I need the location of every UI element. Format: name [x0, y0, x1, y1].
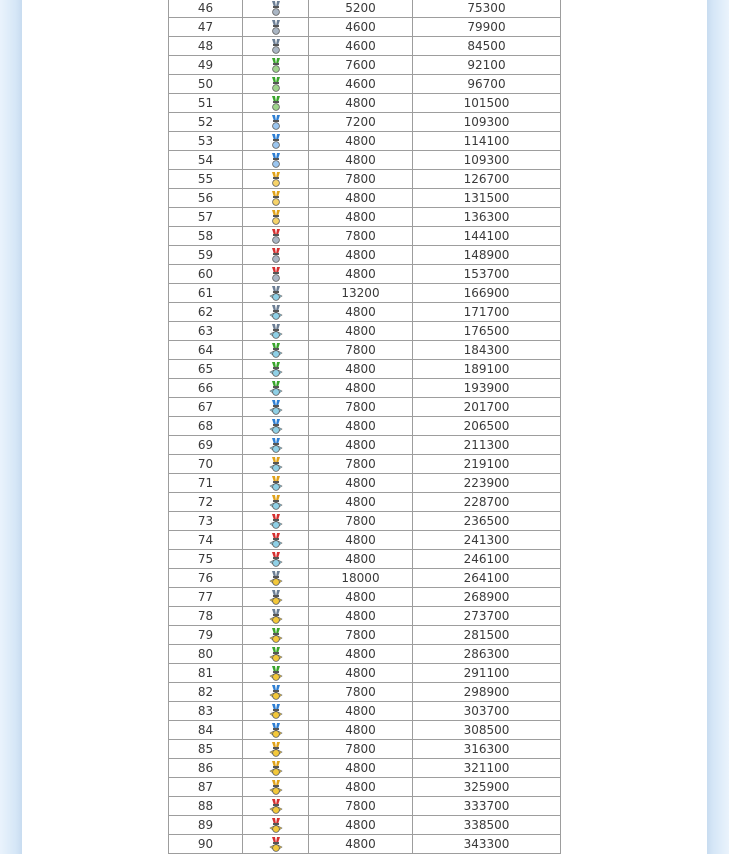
table-row	[169, 94, 561, 113]
total-exp-cell: 303700	[413, 702, 561, 721]
exp-cell: 4800	[309, 550, 413, 569]
content-area	[22, 0, 707, 854]
exp-cell: 7800	[309, 740, 413, 759]
level-cell: 46	[169, 0, 243, 18]
table-row	[169, 778, 561, 797]
total-exp-cell: 273700	[413, 607, 561, 626]
gold-star-medal-icon	[268, 495, 284, 511]
level-cell: 75	[169, 550, 243, 569]
level-cell: 89	[169, 816, 243, 835]
total-exp-cell: 246100	[413, 550, 561, 569]
table-row	[169, 493, 561, 512]
exp-cell: 4800	[309, 151, 413, 170]
medal-cell	[243, 721, 309, 740]
table-row	[169, 284, 561, 303]
table-row	[169, 56, 561, 75]
medal-cell	[243, 740, 309, 759]
table-row	[169, 398, 561, 417]
blue-star-medal-icon	[268, 419, 284, 435]
medal-cell	[243, 189, 309, 208]
green-star-medal-icon	[268, 343, 284, 359]
total-exp-cell: 92100	[413, 56, 561, 75]
exp-cell: 4800	[309, 645, 413, 664]
level-cell: 52	[169, 113, 243, 132]
table-row	[169, 683, 561, 702]
level-cell: 81	[169, 664, 243, 683]
medal-cell	[243, 759, 309, 778]
silver-gold-medal-icon	[268, 571, 284, 587]
table-row	[169, 740, 561, 759]
level-cell: 49	[169, 56, 243, 75]
exp-cell: 4800	[309, 436, 413, 455]
green-medal-icon	[268, 58, 284, 74]
level-cell: 76	[169, 569, 243, 588]
total-exp-cell: 206500	[413, 417, 561, 436]
table-row	[169, 113, 561, 132]
table-row	[169, 303, 561, 322]
exp-cell: 4600	[309, 75, 413, 94]
table-row	[169, 455, 561, 474]
total-exp-cell: 343300	[413, 835, 561, 854]
green-gold-medal-icon	[268, 666, 284, 682]
red-star-medal-icon	[268, 514, 284, 530]
total-exp-cell: 321100	[413, 759, 561, 778]
level-cell: 69	[169, 436, 243, 455]
table-row	[169, 474, 561, 493]
medal-cell	[243, 493, 309, 512]
exp-cell: 18000	[309, 569, 413, 588]
level-cell: 48	[169, 37, 243, 56]
level-cell: 53	[169, 132, 243, 151]
table-row	[169, 151, 561, 170]
total-exp-cell: 298900	[413, 683, 561, 702]
table-row	[169, 341, 561, 360]
medal-cell	[243, 645, 309, 664]
exp-cell: 4800	[309, 265, 413, 284]
blue-medal-icon	[268, 115, 284, 131]
total-exp-cell: 79900	[413, 18, 561, 37]
total-exp-cell: 338500	[413, 816, 561, 835]
total-exp-cell: 219100	[413, 455, 561, 474]
total-exp-cell: 333700	[413, 797, 561, 816]
red-gold-medal-icon	[268, 818, 284, 834]
level-cell: 55	[169, 170, 243, 189]
level-cell: 80	[169, 645, 243, 664]
medal-cell	[243, 436, 309, 455]
exp-cell: 4800	[309, 303, 413, 322]
exp-cell: 4800	[309, 379, 413, 398]
table-row	[169, 797, 561, 816]
gold-gold-medal-icon	[268, 742, 284, 758]
level-cell: 59	[169, 246, 243, 265]
table-row	[169, 360, 561, 379]
medal-cell	[243, 550, 309, 569]
total-exp-cell: 171700	[413, 303, 561, 322]
total-exp-cell: 236500	[413, 512, 561, 531]
level-cell: 79	[169, 626, 243, 645]
level-cell: 61	[169, 284, 243, 303]
exp-cell: 4800	[309, 246, 413, 265]
exp-cell: 7800	[309, 626, 413, 645]
medal-cell	[243, 683, 309, 702]
table-row	[169, 702, 561, 721]
table-row	[169, 759, 561, 778]
medal-cell	[243, 170, 309, 189]
level-cell: 83	[169, 702, 243, 721]
level-cell: 62	[169, 303, 243, 322]
total-exp-cell: 148900	[413, 246, 561, 265]
exp-cell: 4800	[309, 322, 413, 341]
medal-cell	[243, 322, 309, 341]
total-exp-cell: 211300	[413, 436, 561, 455]
exp-cell: 4800	[309, 588, 413, 607]
gold-medal-icon	[268, 191, 284, 207]
table-row	[169, 379, 561, 398]
medal-cell	[243, 664, 309, 683]
medal-cell	[243, 702, 309, 721]
silver-gold-medal-icon	[268, 590, 284, 606]
medal-cell	[243, 132, 309, 151]
total-exp-cell: 166900	[413, 284, 561, 303]
medal-cell	[243, 417, 309, 436]
medal-cell	[243, 835, 309, 854]
gold-medal-icon	[268, 210, 284, 226]
gold-star-medal-icon	[268, 476, 284, 492]
blue-medal-icon	[268, 153, 284, 169]
total-exp-cell: 264100	[413, 569, 561, 588]
level-cell: 82	[169, 683, 243, 702]
medal-cell	[243, 303, 309, 322]
table-row	[169, 37, 561, 56]
total-exp-cell: 184300	[413, 341, 561, 360]
medal-cell	[243, 531, 309, 550]
exp-cell: 4800	[309, 360, 413, 379]
exp-cell: 4800	[309, 94, 413, 113]
medal-cell	[243, 512, 309, 531]
total-exp-cell: 96700	[413, 75, 561, 94]
table-row	[169, 75, 561, 94]
medal-cell	[243, 227, 309, 246]
exp-cell: 4800	[309, 474, 413, 493]
level-cell: 87	[169, 778, 243, 797]
level-cell: 54	[169, 151, 243, 170]
exp-cell: 4800	[309, 132, 413, 151]
exp-cell: 4600	[309, 37, 413, 56]
green-medal-icon	[268, 96, 284, 112]
total-exp-cell: 308500	[413, 721, 561, 740]
exp-cell: 4800	[309, 607, 413, 626]
exp-cell: 13200	[309, 284, 413, 303]
exp-cell: 7200	[309, 113, 413, 132]
exp-cell: 7800	[309, 341, 413, 360]
exp-cell: 4800	[309, 493, 413, 512]
total-exp-cell: 75300	[413, 0, 561, 18]
medal-cell	[243, 778, 309, 797]
exp-cell: 4800	[309, 664, 413, 683]
medal-cell	[243, 208, 309, 227]
exp-cell: 4800	[309, 531, 413, 550]
table-row	[169, 208, 561, 227]
level-cell: 78	[169, 607, 243, 626]
red-medal-icon	[268, 229, 284, 245]
medal-cell	[243, 0, 309, 18]
level-cell: 70	[169, 455, 243, 474]
exp-cell: 7800	[309, 683, 413, 702]
total-exp-cell: 316300	[413, 740, 561, 759]
green-gold-medal-icon	[268, 628, 284, 644]
level-cell: 63	[169, 322, 243, 341]
medal-cell	[243, 398, 309, 417]
total-exp-cell: 291100	[413, 664, 561, 683]
total-exp-cell: 223900	[413, 474, 561, 493]
total-exp-cell: 241300	[413, 531, 561, 550]
exp-cell: 4800	[309, 417, 413, 436]
level-cell: 72	[169, 493, 243, 512]
silver-medal-icon	[268, 39, 284, 55]
green-medal-icon	[268, 77, 284, 93]
page-frame-left	[0, 0, 22, 854]
total-exp-cell: 131500	[413, 189, 561, 208]
exp-cell: 7800	[309, 455, 413, 474]
blue-star-medal-icon	[268, 438, 284, 454]
medal-cell	[243, 56, 309, 75]
medal-cell	[243, 360, 309, 379]
table-row	[169, 417, 561, 436]
medal-cell	[243, 474, 309, 493]
table-row	[169, 531, 561, 550]
silver-star-medal-icon	[268, 324, 284, 340]
gold-gold-medal-icon	[268, 761, 284, 777]
level-table	[168, 0, 561, 854]
level-cell: 68	[169, 417, 243, 436]
total-exp-cell: 268900	[413, 588, 561, 607]
green-star-medal-icon	[268, 362, 284, 378]
level-cell: 58	[169, 227, 243, 246]
level-cell: 71	[169, 474, 243, 493]
medal-cell	[243, 151, 309, 170]
level-cell: 90	[169, 835, 243, 854]
medal-cell	[243, 37, 309, 56]
silver-star-medal-icon	[268, 286, 284, 302]
medal-cell	[243, 797, 309, 816]
exp-cell: 4600	[309, 18, 413, 37]
exp-cell: 7800	[309, 398, 413, 417]
total-exp-cell: 101500	[413, 94, 561, 113]
red-medal-icon	[268, 248, 284, 264]
red-medal-icon	[268, 267, 284, 283]
level-cell: 73	[169, 512, 243, 531]
total-exp-cell: 109300	[413, 113, 561, 132]
medal-cell	[243, 75, 309, 94]
table-row	[169, 550, 561, 569]
level-cell: 74	[169, 531, 243, 550]
level-cell: 84	[169, 721, 243, 740]
exp-cell: 4800	[309, 721, 413, 740]
blue-gold-medal-icon	[268, 704, 284, 720]
level-cell: 47	[169, 18, 243, 37]
total-exp-cell: 136300	[413, 208, 561, 227]
table-row	[169, 588, 561, 607]
medal-cell	[243, 816, 309, 835]
table-row	[169, 189, 561, 208]
level-cell: 67	[169, 398, 243, 417]
medal-cell	[243, 94, 309, 113]
level-cell: 88	[169, 797, 243, 816]
level-cell: 51	[169, 94, 243, 113]
table-row	[169, 512, 561, 531]
medal-cell	[243, 588, 309, 607]
table-row	[169, 322, 561, 341]
green-gold-medal-icon	[268, 647, 284, 663]
total-exp-cell: 176500	[413, 322, 561, 341]
exp-cell: 7800	[309, 797, 413, 816]
medal-cell	[243, 626, 309, 645]
medal-cell	[243, 569, 309, 588]
level-cell: 50	[169, 75, 243, 94]
level-cell: 77	[169, 588, 243, 607]
total-exp-cell: 144100	[413, 227, 561, 246]
silver-medal-icon	[268, 20, 284, 36]
level-cell: 56	[169, 189, 243, 208]
total-exp-cell: 84500	[413, 37, 561, 56]
gold-gold-medal-icon	[268, 780, 284, 796]
medal-cell	[243, 113, 309, 132]
blue-gold-medal-icon	[268, 723, 284, 739]
exp-cell: 4800	[309, 759, 413, 778]
table-row	[169, 607, 561, 626]
table-row	[169, 246, 561, 265]
exp-cell: 4800	[309, 208, 413, 227]
silver-gold-medal-icon	[268, 609, 284, 625]
level-cell: 60	[169, 265, 243, 284]
medal-cell	[243, 607, 309, 626]
blue-star-medal-icon	[268, 400, 284, 416]
exp-cell: 7800	[309, 227, 413, 246]
exp-cell: 4800	[309, 816, 413, 835]
table-row	[169, 645, 561, 664]
red-gold-medal-icon	[268, 799, 284, 815]
exp-cell: 4800	[309, 189, 413, 208]
gold-star-medal-icon	[268, 457, 284, 473]
silver-medal-icon	[268, 1, 284, 17]
medal-cell	[243, 341, 309, 360]
green-star-medal-icon	[268, 381, 284, 397]
total-exp-cell: 193900	[413, 379, 561, 398]
table-row	[169, 265, 561, 284]
total-exp-cell: 286300	[413, 645, 561, 664]
total-exp-cell: 109300	[413, 151, 561, 170]
medal-cell	[243, 246, 309, 265]
red-gold-medal-icon	[268, 837, 284, 853]
table-row	[169, 664, 561, 683]
table-row	[169, 835, 561, 854]
table-row	[169, 0, 561, 18]
level-cell: 64	[169, 341, 243, 360]
level-cell: 57	[169, 208, 243, 227]
total-exp-cell: 325900	[413, 778, 561, 797]
exp-cell: 7800	[309, 170, 413, 189]
table-row	[169, 170, 561, 189]
medal-cell	[243, 284, 309, 303]
exp-cell: 7800	[309, 512, 413, 531]
table-row	[169, 132, 561, 151]
medal-cell	[243, 18, 309, 37]
level-table-body	[169, 0, 561, 854]
level-cell: 65	[169, 360, 243, 379]
gold-medal-icon	[268, 172, 284, 188]
level-cell: 86	[169, 759, 243, 778]
total-exp-cell: 201700	[413, 398, 561, 417]
table-row	[169, 436, 561, 455]
exp-cell: 4800	[309, 702, 413, 721]
red-star-medal-icon	[268, 533, 284, 549]
silver-star-medal-icon	[268, 305, 284, 321]
red-star-medal-icon	[268, 552, 284, 568]
medal-cell	[243, 455, 309, 474]
total-exp-cell: 228700	[413, 493, 561, 512]
table-row	[169, 816, 561, 835]
blue-medal-icon	[268, 134, 284, 150]
table-row	[169, 721, 561, 740]
exp-cell: 4800	[309, 778, 413, 797]
table-row	[169, 569, 561, 588]
level-cell: 85	[169, 740, 243, 759]
total-exp-cell: 126700	[413, 170, 561, 189]
page-frame-right	[707, 0, 729, 854]
exp-cell: 7600	[309, 56, 413, 75]
exp-cell: 4800	[309, 835, 413, 854]
total-exp-cell: 189100	[413, 360, 561, 379]
table-row	[169, 626, 561, 645]
medal-cell	[243, 379, 309, 398]
total-exp-cell: 153700	[413, 265, 561, 284]
total-exp-cell: 114100	[413, 132, 561, 151]
table-row	[169, 227, 561, 246]
table-row	[169, 18, 561, 37]
level-cell: 66	[169, 379, 243, 398]
total-exp-cell: 281500	[413, 626, 561, 645]
blue-gold-medal-icon	[268, 685, 284, 701]
exp-cell: 5200	[309, 0, 413, 18]
medal-cell	[243, 265, 309, 284]
